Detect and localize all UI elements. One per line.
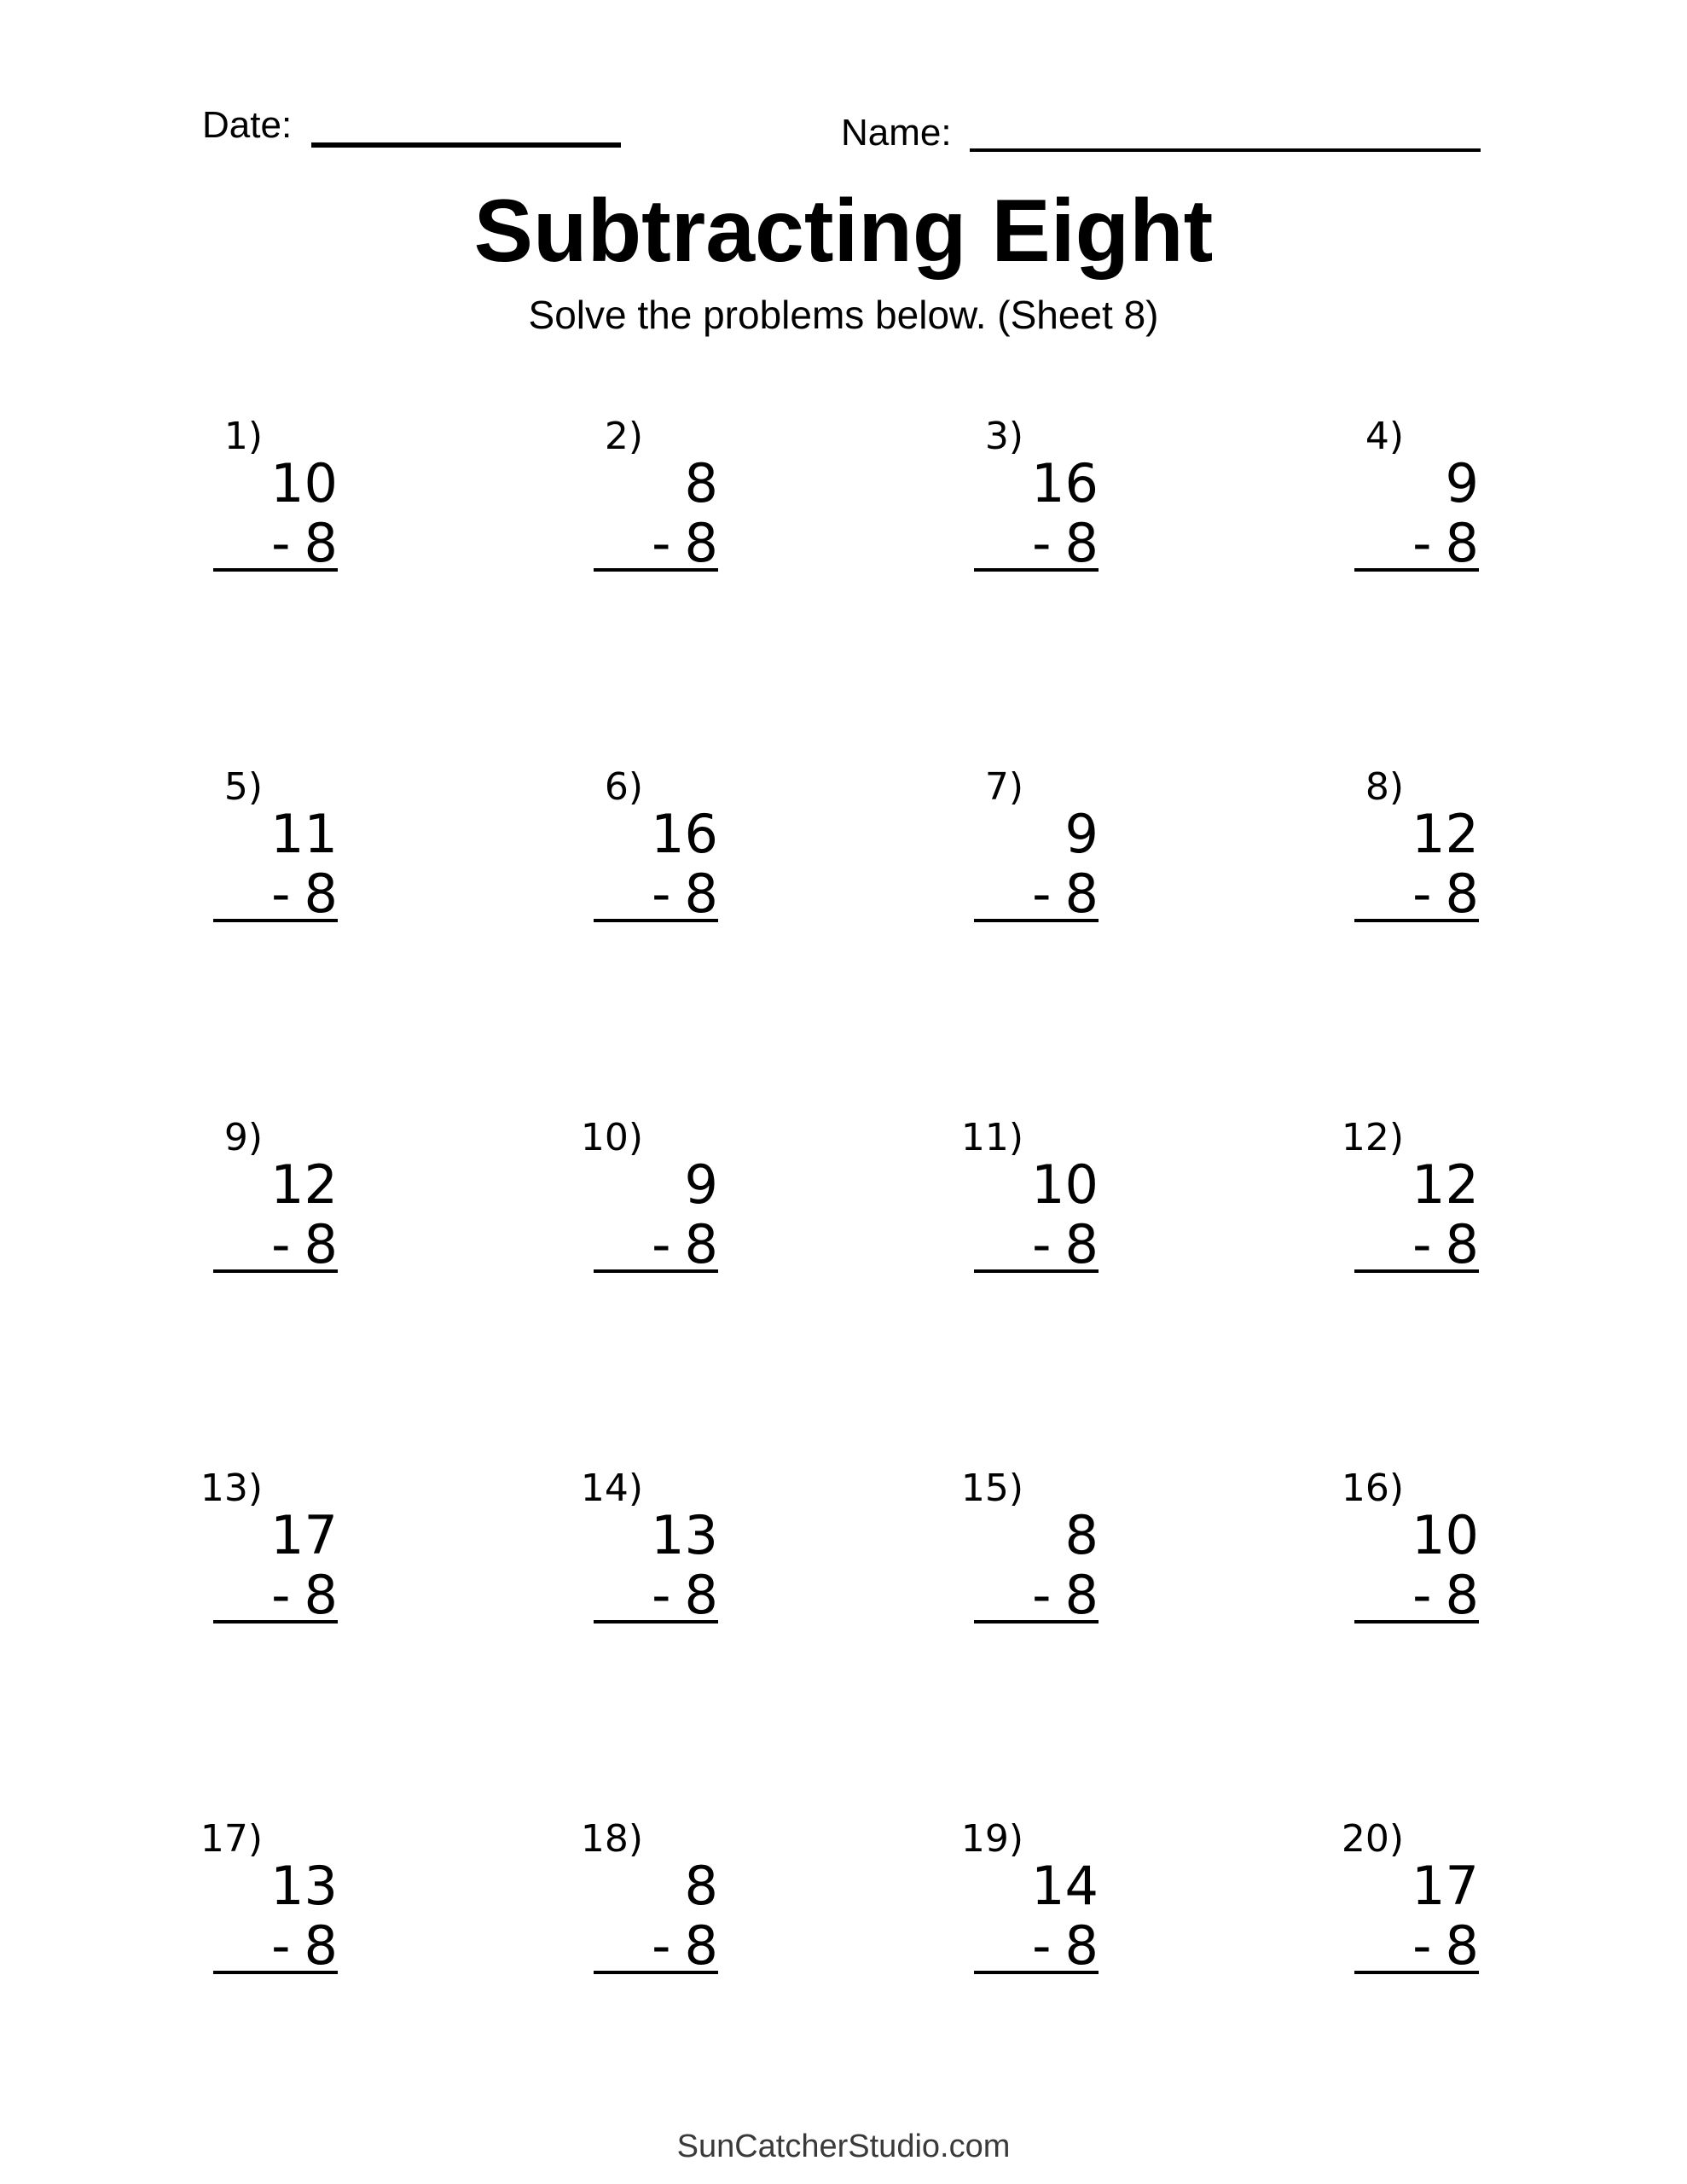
minuend-value: 12 xyxy=(1412,803,1479,865)
minuend-value: 16 xyxy=(1031,452,1099,514)
minus-operator: - xyxy=(271,1914,291,1977)
subtraction-problem xyxy=(1354,764,1479,925)
answer-blank-line xyxy=(1354,1971,1479,1974)
minuend-value: 14 xyxy=(1031,1855,1099,1917)
minuend-value: 10 xyxy=(270,452,338,514)
subtrahend-row xyxy=(1032,863,1099,925)
subtrahend-row xyxy=(1032,1213,1099,1275)
subtraction-problem xyxy=(1341,1466,1479,1626)
subtrahend-row xyxy=(271,1914,338,1977)
subtraction-problem xyxy=(960,1115,1099,1275)
subtrahend-value: 8 xyxy=(1064,512,1099,574)
minus-operator: - xyxy=(1032,1564,1052,1626)
answer-blank-line xyxy=(594,1269,718,1273)
subtrahend-value: 8 xyxy=(304,1213,338,1275)
problem-number-label: 13) xyxy=(200,1467,263,1510)
subtraction-problem xyxy=(580,1816,718,1977)
subtrahend-value: 8 xyxy=(684,1914,718,1977)
subtraction-problem xyxy=(960,1816,1099,1977)
subtraction-problem xyxy=(1341,1816,1479,1977)
minuend-value: 10 xyxy=(1031,1153,1099,1216)
subtraction-problem xyxy=(1341,1115,1479,1275)
minuend-value: 11 xyxy=(270,803,338,865)
subtraction-problem xyxy=(974,764,1099,925)
subtrahend-value: 8 xyxy=(1064,1914,1099,1977)
minuend-value: 12 xyxy=(1412,1153,1479,1216)
minus-operator: - xyxy=(652,512,671,574)
subtraction-problem xyxy=(594,414,718,572)
answer-blank-line xyxy=(1354,568,1479,572)
subtrahend-value: 8 xyxy=(684,1213,718,1275)
subtraction-problem xyxy=(580,1115,718,1275)
subtrahend-row xyxy=(652,1564,718,1626)
subtraction-problem xyxy=(213,1115,338,1273)
subtrahend-value: 8 xyxy=(684,1564,718,1626)
problem-number-label: 7) xyxy=(984,765,1023,809)
problem-number-label: 19) xyxy=(960,1817,1023,1861)
answer-blank-line xyxy=(974,1971,1099,1974)
minuend-value: 17 xyxy=(270,1504,338,1566)
subtrahend-row xyxy=(1032,1914,1099,1977)
answer-blank-line xyxy=(974,919,1099,922)
subtrahend-value: 8 xyxy=(1064,863,1099,925)
subtrahend-row xyxy=(652,1213,718,1275)
minuend-value: 8 xyxy=(684,1855,718,1917)
problem-number-label: 6) xyxy=(604,765,643,809)
answer-blank-line xyxy=(594,568,718,572)
minus-operator: - xyxy=(652,1564,671,1626)
problem-number-label: 20) xyxy=(1341,1817,1404,1861)
problem-number-label: 2) xyxy=(604,415,643,458)
minuend-value: 17 xyxy=(1412,1855,1479,1917)
subtrahend-value: 8 xyxy=(1445,1213,1479,1275)
answer-blank-line xyxy=(213,1269,338,1273)
minus-operator: - xyxy=(1032,1213,1052,1275)
minuend-value: 16 xyxy=(651,803,718,865)
subtrahend-value: 8 xyxy=(304,863,338,925)
subtrahend-row xyxy=(1032,1564,1099,1626)
subtrahend-row xyxy=(271,1213,338,1275)
minus-operator: - xyxy=(1412,512,1432,574)
minus-operator: - xyxy=(271,1564,291,1626)
problem-number-label: 8) xyxy=(1365,765,1404,809)
answer-blank-line xyxy=(213,919,338,922)
problem-number-label: 1) xyxy=(223,415,263,458)
problem-number-label: 3) xyxy=(984,415,1023,458)
problem-number-label: 12) xyxy=(1341,1116,1404,1159)
minuend-value: 9 xyxy=(1445,452,1479,514)
subtrahend-row xyxy=(652,863,718,925)
problems-grid xyxy=(200,414,1479,1977)
subtrahend-value: 8 xyxy=(304,1914,338,1977)
problem-number-label: 10) xyxy=(580,1116,643,1159)
minus-operator: - xyxy=(1032,863,1052,925)
problem-number-label: 14) xyxy=(580,1467,643,1510)
answer-blank-line xyxy=(594,1620,718,1623)
answer-blank-line xyxy=(213,1620,338,1623)
problem-number-label: 15) xyxy=(960,1467,1023,1510)
minus-operator: - xyxy=(652,1213,671,1275)
subtrahend-row xyxy=(271,863,338,925)
subtraction-problem xyxy=(213,414,338,572)
minuend-value: 10 xyxy=(1412,1504,1479,1566)
subtrahend-row xyxy=(652,512,718,574)
problem-number-label: 5) xyxy=(223,765,263,809)
minus-operator: - xyxy=(652,1914,671,1977)
subtrahend-value: 8 xyxy=(1445,1914,1479,1977)
answer-blank-line xyxy=(213,1971,338,1974)
date-blank-line xyxy=(311,142,621,148)
subtraction-problem xyxy=(594,764,718,925)
answer-blank-line xyxy=(213,568,338,572)
minuend-value: 8 xyxy=(684,452,718,514)
subtraction-problem xyxy=(1354,414,1479,572)
subtrahend-value: 8 xyxy=(1445,1564,1479,1626)
minuend-value: 13 xyxy=(270,1855,338,1917)
problem-number-label: 4) xyxy=(1365,415,1404,458)
subtrahend-row xyxy=(1412,1213,1479,1275)
problem-number-label: 17) xyxy=(200,1817,263,1861)
minus-operator: - xyxy=(652,863,671,925)
minuend-value: 9 xyxy=(1064,803,1099,865)
footer-website: SunCatcherStudio.com xyxy=(676,2129,1011,2164)
subtrahend-value: 8 xyxy=(1064,1213,1099,1275)
minuend-value: 8 xyxy=(1064,1504,1099,1566)
subtrahend-row xyxy=(1412,512,1479,574)
subtrahend-value: 8 xyxy=(684,863,718,925)
page-subtitle: Solve the problems below. (Sheet 8) xyxy=(528,293,1159,337)
minus-operator: - xyxy=(1412,1213,1432,1275)
answer-blank-line xyxy=(974,1269,1099,1273)
name-blank-line xyxy=(970,148,1481,152)
minus-operator: - xyxy=(1412,1914,1432,1977)
subtrahend-row xyxy=(1412,1564,1479,1626)
minus-operator: - xyxy=(1032,1914,1052,1977)
minus-operator: - xyxy=(1032,512,1052,574)
subtrahend-row xyxy=(271,512,338,574)
subtraction-problem xyxy=(974,414,1099,572)
subtrahend-value: 8 xyxy=(1064,1564,1099,1626)
answer-blank-line xyxy=(1354,1269,1479,1273)
minus-operator: - xyxy=(1412,1564,1432,1626)
answer-blank-line xyxy=(1354,919,1479,922)
subtrahend-value: 8 xyxy=(684,512,718,574)
minus-operator: - xyxy=(271,1213,291,1275)
subtrahend-value: 8 xyxy=(304,512,338,574)
subtrahend-value: 8 xyxy=(1445,863,1479,925)
problem-number-label: 9) xyxy=(223,1116,263,1159)
date-label: Date: xyxy=(202,104,293,146)
problem-number-label: 11) xyxy=(960,1116,1023,1159)
subtrahend-row xyxy=(1412,863,1479,925)
minus-operator: - xyxy=(271,512,291,574)
minus-operator: - xyxy=(1412,863,1432,925)
subtraction-problem xyxy=(960,1466,1099,1626)
subtrahend-row xyxy=(652,1914,718,1977)
problem-number-label: 18) xyxy=(580,1817,643,1861)
subtrahend-value: 8 xyxy=(304,1564,338,1626)
subtraction-problem xyxy=(213,764,338,925)
subtrahend-value: 8 xyxy=(1445,512,1479,574)
answer-blank-line xyxy=(1354,1620,1479,1623)
answer-blank-line xyxy=(974,568,1099,572)
subtraction-problem xyxy=(580,1466,718,1626)
subtrahend-row xyxy=(1412,1914,1479,1977)
subtraction-problem xyxy=(200,1816,338,1977)
answer-blank-line xyxy=(974,1620,1099,1623)
minus-operator: - xyxy=(271,863,291,925)
subtrahend-row xyxy=(271,1564,338,1626)
answer-blank-line xyxy=(594,1971,718,1974)
problem-number-label: 16) xyxy=(1341,1467,1404,1510)
minuend-value: 9 xyxy=(684,1153,718,1216)
subtraction-problem xyxy=(200,1466,338,1626)
page-title: Subtracting Eight xyxy=(473,182,1214,281)
name-label: Name: xyxy=(841,112,952,154)
subtrahend-row xyxy=(1032,512,1099,574)
answer-blank-line xyxy=(594,919,718,922)
minuend-value: 12 xyxy=(270,1153,338,1216)
minuend-value: 13 xyxy=(651,1504,718,1566)
